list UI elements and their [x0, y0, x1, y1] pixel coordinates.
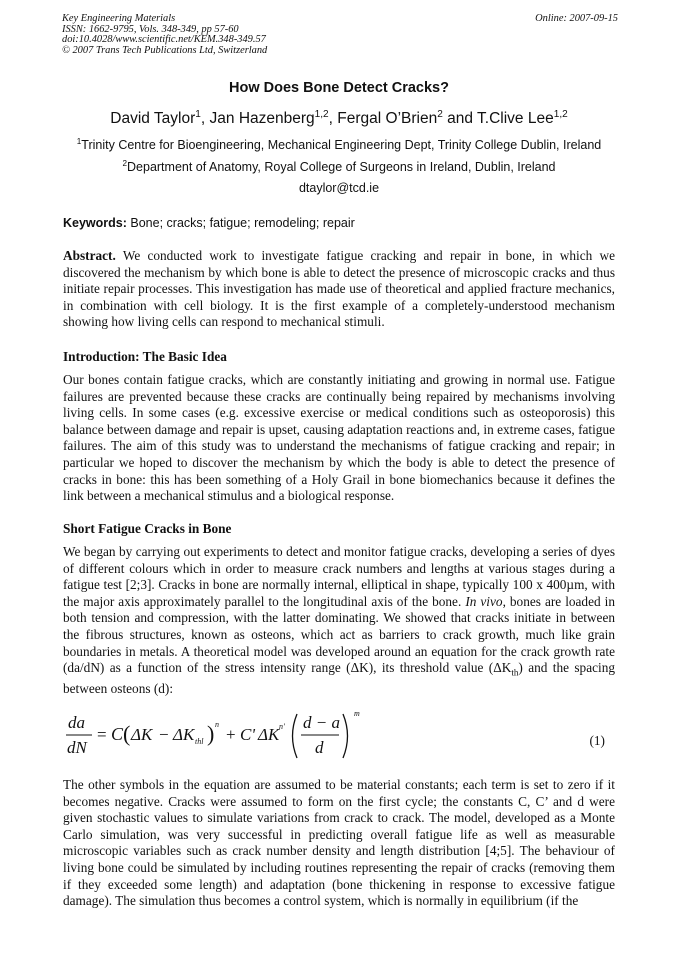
eq-th-subscript: thl	[195, 737, 204, 746]
th-subscript: th	[511, 667, 519, 678]
abstract-text: We conducted work to investigate fatigue cracking and repair in bone, in which we discovered the mechanism by which bone is able to detect the presence of microscopic cracks and thus initiate repair processes. This investigation has made use of theoretical and applied fracture mechanics, in combination with cell biology. It is the first example of a completely-understood mechanism showing how living cells can respond to mechanical stimuli.	[63, 248, 616, 330]
eq-big-paren-right	[343, 714, 348, 758]
affiliation-2	[0, 160, 678, 174]
equation-number: (1)	[589, 733, 605, 748]
eq-frac-numerator: d − a	[303, 713, 340, 732]
eq-exp-n: n	[215, 720, 219, 729]
eq-paren-close: )	[207, 721, 215, 746]
eq-deltaK2: ΔK	[258, 725, 280, 744]
equation-1	[64, 708, 614, 764]
eq-plus: +	[226, 725, 236, 744]
journal-issn: ISSN: 1662-9795, Vols. 348-349, pp 57-60	[62, 23, 239, 35]
eq-Cprime: C'	[240, 725, 255, 744]
eq-minus: −	[159, 725, 169, 744]
affiliation-sup: 2	[122, 158, 128, 168]
author-name: T.Clive Lee	[477, 110, 554, 127]
paragraph-text: , bones are loaded in both tension and compression, with the latter dominating. We showed that cracks initiate in between the fibrous structures, known as osteons, which act as barriers to crack growth, much like grain boundaries in metals. A theoretical model was developed around an equation for the crack growth rate (da/dN) as a function of the stress intensity range (ΔK), its threshold value (ΔK	[63, 593, 615, 676]
eq-lhs-denominator: dN	[67, 738, 87, 757]
author-sup: 1,2	[314, 108, 329, 120]
author-name: David Taylor	[110, 110, 196, 127]
eq-exp-m: m	[354, 709, 360, 718]
affiliation-text: Department of Anatomy, Royal College of Surgeons in Ireland, Dublin, Ireland	[127, 160, 556, 174]
author-separator: ,	[200, 110, 210, 127]
eq-deltaKth: ΔK	[173, 725, 195, 744]
eq-equals: =	[97, 725, 107, 744]
author-list	[0, 110, 678, 128]
paragraph-text: We began by carrying out experiments to detect and monitor fatigue cracks, developing a series of dyes of different colours which in order to measure crack numbers and lengths at various stages during a fatigue test [2;3]. Cracks in bone are normally internal, elliptical in shape, typically 100 x 400µm, with the major axis approximately parallel to the longitudinal axis of the bone.	[63, 544, 615, 609]
journal-copyright: © 2007 Trans Tech Publications Ltd, Switzerland	[62, 44, 268, 56]
journal-name: Key Engineering Materials	[62, 13, 176, 24]
eq-lhs-numerator: da	[68, 713, 85, 732]
author-separator: ,	[328, 110, 338, 127]
journal-header	[62, 14, 618, 56]
paper-title: How Does Bone Detect Cracks?	[229, 80, 449, 96]
online-date: Online: 2007-09-15	[535, 13, 618, 24]
author-sup: 1,2	[553, 108, 568, 120]
section-heading-intro: Introduction: The Basic Idea	[63, 349, 227, 364]
intro-paragraph: Our bones contain fatigue cracks, which are constantly initiating and growing in normal use. Fatigue failures are prevented because these cracks are continually being repaired by mechanisms involving living cells. In some cases (e.g. excessive exercise or medical conditions such as osteoporosis) this balance between damage and repair is upset, causing adaptation reactions and, in extreme cases, fatigue failures. The aim of this study was to understand the mechanisms of fatigue cracking and repair; in particular we hoped to discover the mechanism by which the body is able to detect the presence of cracks in bone: this has been something of a Holy Grail in bone biomechanics because it defines the link between a mechanical stimulus and a biological response.	[63, 372, 615, 504]
keywords	[63, 216, 355, 230]
author-email[interactable]: dtaylor@tcd.ie	[298, 181, 380, 195]
in-vivo-text: In vivo	[465, 593, 503, 609]
eq-frac-denominator: d	[315, 738, 324, 757]
abstract-label: Abstract.	[63, 248, 116, 263]
keywords-text: Bone; cracks; fatigue; remodeling; repair	[130, 216, 355, 230]
affiliation-1	[0, 138, 678, 152]
after-equation-paragraph: The other symbols in the equation are assumed to be material constants; each term is set to zero if it becomes negative. Cracks were assumed to form on the first cycle; the constants C, C’ and d were given stochastic values to simulate variations from crack to crack. The model, developed as a Monte Carlo simulation, was very successful in predicting overall fatigue life as well as measurable microscopic variables such as crack number density and length distribution [4;5]. The behaviour of living bone could be simulated by including routines representing the repair of cracks (removing them if they exceeded some length) and adaptation (bone thickening in response to excessive fatigue damage). The simulation thus becomes a control system, which is normally in equilibrium (if the	[63, 777, 615, 909]
author-name: Jan Hazenberg	[209, 110, 315, 127]
author-sup: 2	[437, 108, 443, 120]
eq-C: C	[111, 724, 124, 744]
eq-deltaK: ΔK	[131, 725, 153, 744]
eq-paren-open: (	[123, 721, 131, 746]
keywords-label: Keywords:	[63, 216, 127, 230]
section-heading-short-cracks: Short Fatigue Cracks in Bone	[63, 521, 232, 536]
short-cracks-paragraph	[63, 544, 615, 698]
journal-doi: doi:10.4028/www.scientific.net/KEM.348-349.57	[62, 34, 266, 46]
author-sup: 1	[195, 108, 201, 120]
affiliation-sup: 1	[76, 136, 82, 146]
eq-exp-nprime: n'	[279, 722, 285, 731]
abstract	[63, 248, 615, 331]
paragraph-text: ) and the spacing between osteons (d):	[63, 660, 615, 697]
author-name: Fergal O’Brien	[337, 110, 438, 127]
affiliation-text: Trinity Centre for Bioengineering, Mechanical Engineering Dept, Trinity College Dublin, Ireland	[81, 138, 602, 152]
eq-big-paren-left	[293, 714, 298, 758]
author-separator: and	[442, 110, 478, 127]
